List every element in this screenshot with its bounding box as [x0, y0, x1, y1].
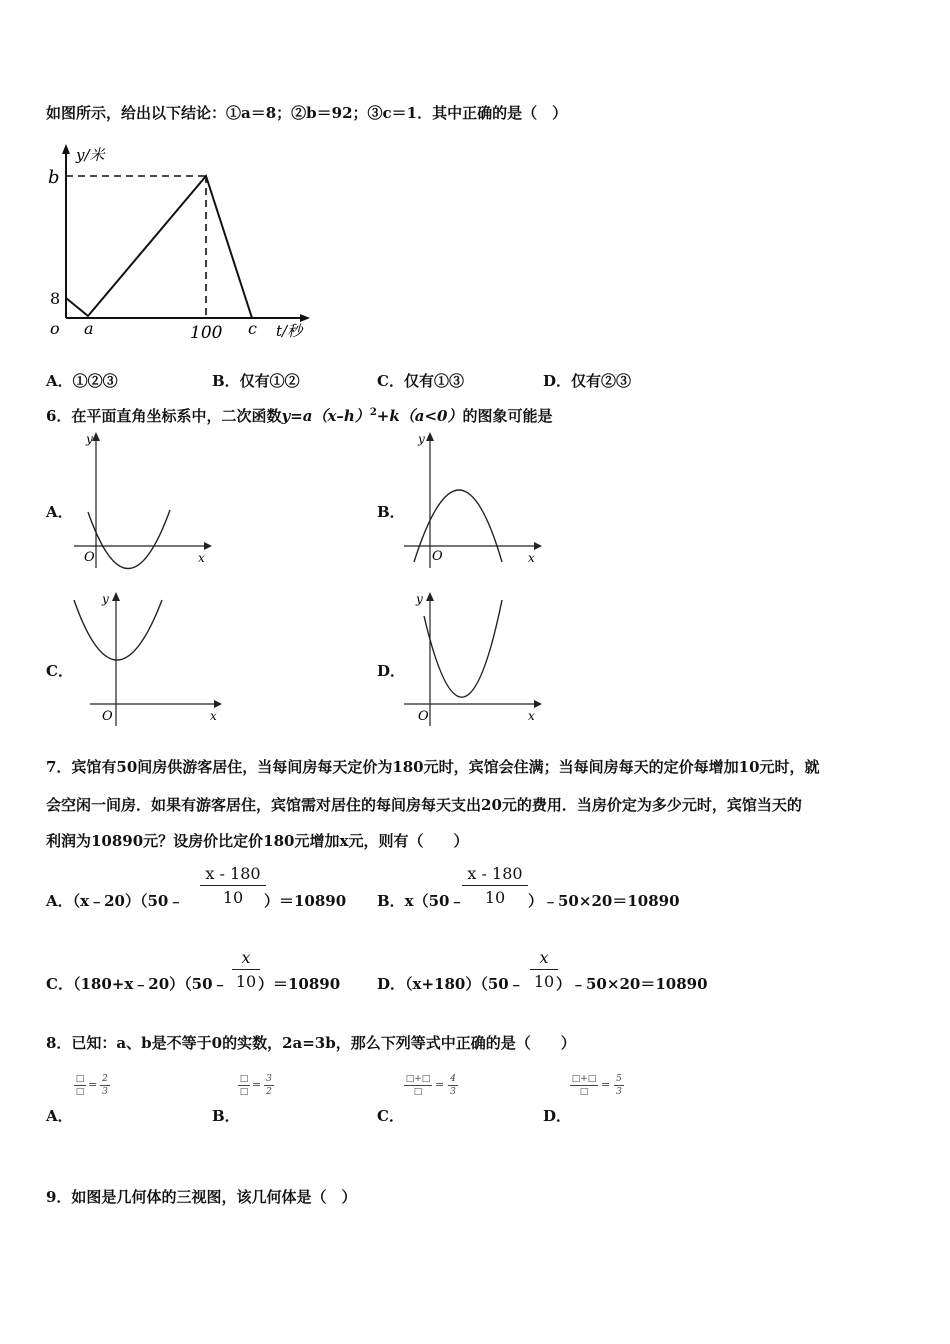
q6-graph-a[interactable]: [70, 426, 220, 574]
q6-c-o-label: O: [102, 709, 113, 724]
q5-x-label: t/秒: [276, 322, 303, 340]
q8-a-lden: □: [75, 1087, 85, 1097]
q7-c-num: x: [241, 948, 251, 967]
q7-line2: 会空闲一间房．如果有游客居住，宾馆需对居住的每间房每天支出20元的费用．当房价定为多少元时，宾馆当天的: [46, 796, 802, 814]
q5-option-d[interactable]: D．仅有②③: [543, 372, 632, 390]
q8-d-rnum: 5: [616, 1074, 622, 1084]
q6-a-y-label: y: [86, 432, 93, 446]
q8-b-lden: □: [239, 1087, 249, 1097]
q6-graph-b[interactable]: [400, 426, 550, 574]
q8-a-right-frac: [100, 1074, 110, 1097]
q6-b-x-label: x: [528, 551, 535, 565]
q6-b-o-label: O: [432, 549, 443, 564]
q7-line1: 7．宾馆有50间房供游客居住，当每间房每天定价为180元时，宾馆会住满；当每间房每天的定价每增加10元时，就: [46, 758, 820, 776]
q8-c-rnum: 4: [450, 1074, 456, 1084]
q8-b-eq: =: [252, 1078, 262, 1091]
q6-formula: y=a（x–h）: [281, 407, 370, 425]
q6-stem-prefix: 6．在平面直角坐标系中，二次函数: [46, 407, 282, 425]
q8-b-lnum: □: [239, 1074, 249, 1084]
q7-option-a-pre[interactable]: A．（x﹣20）（50﹣: [46, 892, 184, 910]
q6-formula-sup: 2: [369, 407, 377, 418]
q8-a-eq: =: [88, 1078, 98, 1091]
q6-b-y-label: y: [418, 432, 425, 446]
q7-b-num: x - 180: [467, 864, 523, 883]
q7-option-a-fraction: [200, 864, 266, 907]
q6-c-x-label: x: [210, 709, 217, 723]
q8-a-lnum: □: [75, 1074, 85, 1084]
q8-option-c-label[interactable]: C．: [377, 1107, 404, 1125]
q8-a-rnum: 2: [102, 1074, 108, 1084]
q7-option-b-fraction: [462, 864, 528, 907]
q8-c-rden: 3: [450, 1087, 456, 1097]
q8-a-left-frac: [74, 1074, 86, 1097]
q8-d-lnum: □+□: [571, 1074, 597, 1084]
q5-c-label: c: [248, 319, 257, 338]
q7-b-den: 10: [484, 888, 506, 907]
q6-formula-2: +k（a<0）: [376, 407, 463, 425]
q6-graph-c[interactable]: [70, 586, 230, 734]
q6-a-o-label: O: [84, 550, 95, 565]
q8-c-lden: □: [413, 1087, 423, 1097]
q8-c-right-frac: [448, 1074, 458, 1097]
q8-b-rden: 2: [266, 1087, 272, 1097]
q6-option-a-label[interactable]: A．: [46, 503, 73, 521]
q8-option-d-label[interactable]: D．: [543, 1107, 572, 1125]
q6-stem-suffix: 的图象可能是: [462, 407, 553, 425]
q7-option-a-post: ）＝10890: [264, 892, 347, 910]
q5-100-label: 100: [190, 323, 223, 343]
q5-option-b[interactable]: B．仅有①②: [212, 372, 300, 390]
q6-option-b-label[interactable]: B．: [377, 503, 405, 521]
q8-d-lden: □: [579, 1087, 589, 1097]
q8-b-rnum: 3: [266, 1074, 272, 1084]
q5-option-c[interactable]: C．仅有①③: [377, 372, 464, 390]
q5-option-a[interactable]: A．①②③: [46, 372, 118, 390]
q8-d-rden: 3: [616, 1087, 622, 1097]
q5-graph: [44, 138, 314, 348]
q8-c-left-frac: [404, 1074, 432, 1097]
q8-c-eq: =: [435, 1078, 445, 1091]
q6-option-c-label[interactable]: C．: [46, 662, 73, 680]
q8-a-rden: 3: [102, 1087, 108, 1097]
q6-a-x-label: x: [198, 551, 205, 565]
q6-d-x-label: x: [528, 709, 535, 723]
q7-option-b-pre[interactable]: B．x（50﹣: [377, 892, 465, 910]
q8-c-lnum: □+□: [405, 1074, 431, 1084]
q7-option-d-post: ）﹣50×20＝10890: [556, 975, 708, 993]
q7-option-b-post: ）﹣50×20＝10890: [528, 892, 680, 910]
q7-a-num: x - 180: [205, 864, 261, 883]
q8-d-left-frac: [570, 1074, 598, 1097]
q5-y-label: y/米: [76, 146, 105, 164]
q8-option-b-label[interactable]: B．: [212, 1107, 240, 1125]
q8-b-left-frac: [238, 1074, 250, 1097]
q6-d-y-label: y: [416, 592, 423, 606]
q7-line3: 利润为10890元？设房价比定价180元增加x元，则有（ ）: [46, 832, 469, 850]
q9-stem: 9．如图是几何体的三视图，该几何体是（ ）: [46, 1188, 357, 1206]
q7-option-c-post: ）＝10890: [258, 975, 341, 993]
q7-option-d-pre[interactable]: D．（x+180）（50﹣: [377, 975, 524, 993]
q6-d-o-label: O: [418, 709, 429, 724]
q8-d-eq: =: [601, 1078, 611, 1091]
q6-stem: [46, 405, 552, 426]
q8-stem: 8．已知：a、b是不等于0的实数，2a=3b，那么下列等式中正确的是（ ）: [46, 1034, 576, 1052]
q5-curve: [66, 176, 252, 318]
q6-graph-d[interactable]: [400, 586, 550, 734]
q7-c-den: 10: [235, 972, 257, 991]
q5-origin-label: o: [50, 319, 60, 338]
q7-d-den: 10: [533, 972, 555, 991]
q5-b-label: b: [48, 167, 60, 188]
q8-option-a-label[interactable]: A．: [46, 1107, 73, 1125]
q7-option-c-pre[interactable]: C．（180+x﹣20）（50﹣: [46, 975, 228, 993]
q5-a-label: a: [84, 319, 94, 338]
q7-option-d-fraction: [530, 948, 558, 991]
q5-stem: 如图所示，给出以下结论：①a＝8；②b＝92；③c＝1．其中正确的是（ ）: [46, 104, 568, 122]
q5-eight-label: 8: [50, 289, 61, 308]
q6-c-y-label: y: [102, 592, 109, 606]
q8-b-right-frac: [264, 1074, 274, 1097]
q6-option-d-label[interactable]: D．: [377, 662, 406, 680]
q7-d-num: x: [539, 948, 549, 967]
q7-a-den: 10: [222, 888, 244, 907]
q8-d-right-frac: [614, 1074, 624, 1097]
q7-option-c-fraction: [232, 948, 260, 991]
